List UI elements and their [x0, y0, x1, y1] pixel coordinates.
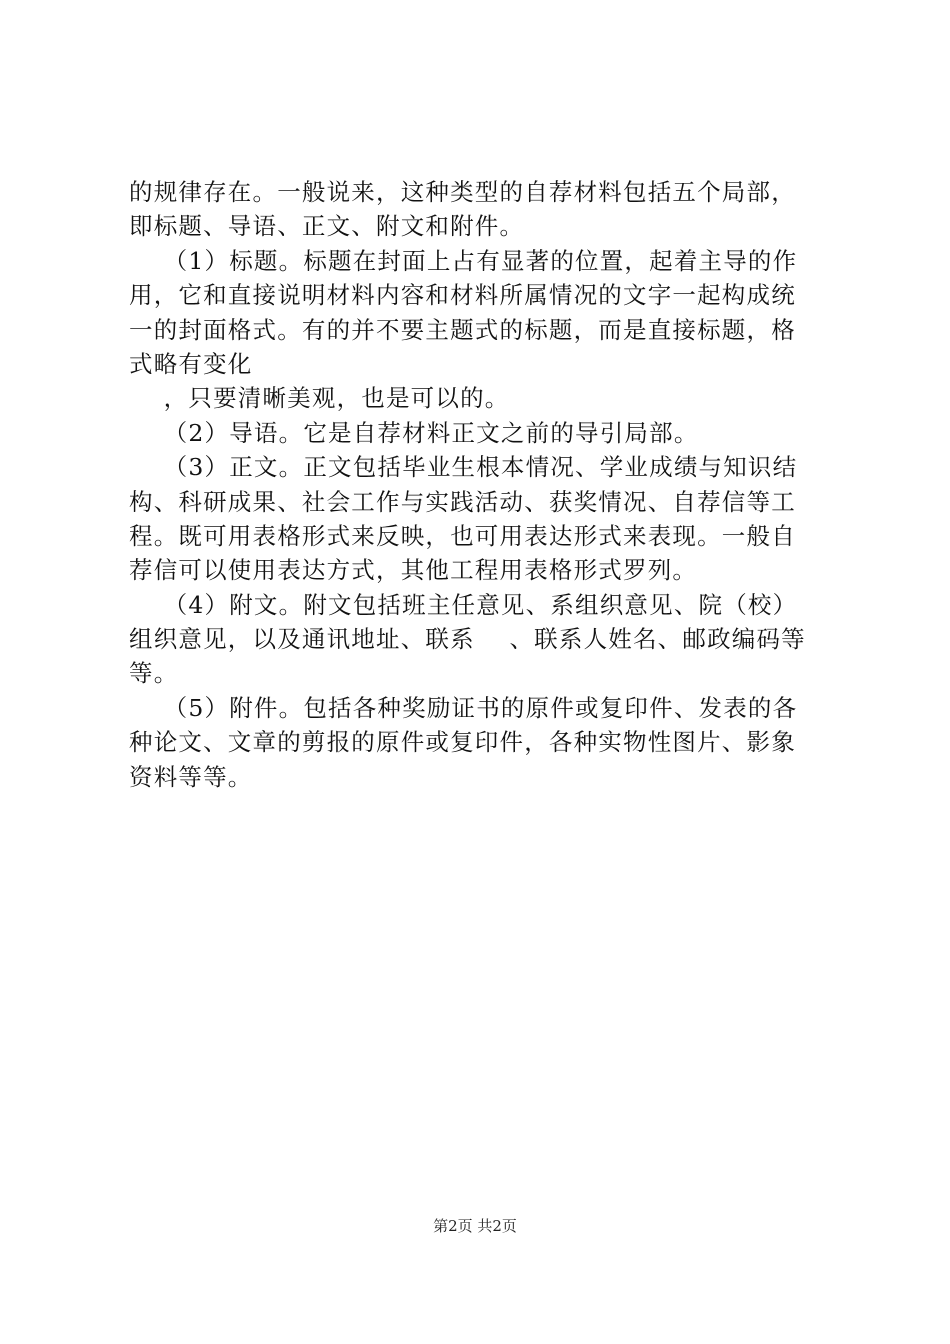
text-line: 即标题、导语、正文、附文和附件。 [129, 212, 525, 241]
page-number-label: 第2页 共2页 [433, 1217, 517, 1235]
text-line: 一的封面格式。有的并不要主题式的标题，而是直接标题，格 [129, 315, 796, 344]
page-footer [0, 1216, 950, 1236]
text-line: 程。既可用表格形式来反映，也可用表达形式来表现。一般自 [129, 521, 796, 550]
text-line: 用，它和直接说明材料内容和材料所属情况的文字一起构成统 [129, 281, 796, 310]
text-line: 的规律存在。一般说来，这种类型的自荐材料包括五个局部， [129, 178, 796, 206]
text-line: ，只要清晰美观，也是可以的。 [129, 384, 510, 413]
text-line: （1）标题。标题在封面上占有显著的位置，起着主导的作 [129, 246, 798, 275]
text-line: 等。 [129, 659, 179, 688]
document-body [129, 175, 829, 794]
text-line: （4）附文。附文包括班主任意见、系组织意见、院（校） [129, 590, 798, 619]
text-line: 式略有变化 [129, 349, 253, 378]
text-line: （2）导语。它是自荐材料正文之前的导引局部。 [129, 418, 699, 447]
text-line: （3）正文。正文包括毕业生根本情况、学业成绩与知识结 [129, 453, 798, 482]
text-line: 组织意见，以及通讯地址、联系 、联系人姓名、邮政编码等 [129, 625, 806, 654]
text-line: 构、科研成果、社会工作与实践活动、获奖情况、自荐信等工 [129, 487, 796, 516]
text-line: 种论文、文章的剪报的原件或复印件，各种实物性图片、影象 [129, 728, 796, 757]
text-line: （5）附件。包括各种奖励证书的原件或复印件、发表的各 [129, 693, 798, 722]
text-line: 资料等等。 [129, 762, 253, 791]
text-line: 荐信可以使用表达方式，其他工程用表格形式罗列。 [129, 556, 698, 585]
